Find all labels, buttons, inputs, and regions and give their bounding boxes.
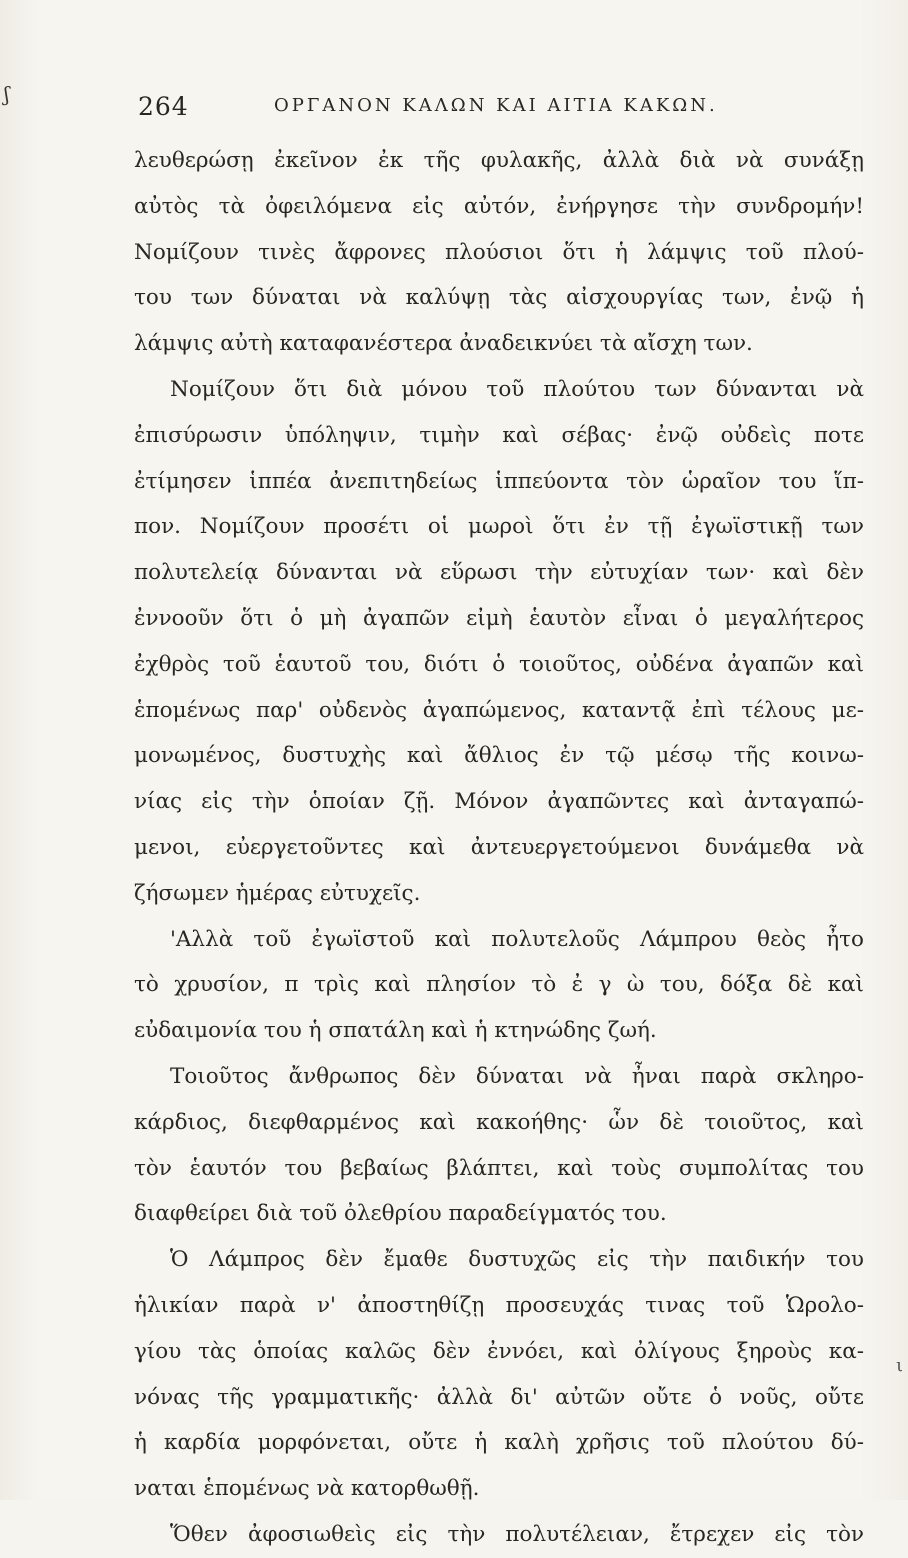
body-text [134, 138, 864, 1558]
text-line: λευθερώσῃ ἐκεῖνον ἐκ τῆς φυλακῆς, ἀλλὰ διὰ νὰ συνάξῃ [134, 148, 864, 173]
text-line: Νομίζουν ὅτι διὰ μόνου τοῦ πλούτου των δύνανται νὰ [170, 376, 864, 402]
text-line: ἐννοοῦν ὅτι ὁ μὴ ἀγαπῶν εἰμὴ ἑαυτὸν εἶναι ὁ μεγαλήτερος [134, 605, 864, 631]
text-line: πολυτελείᾳ δύνανται νὰ εὕρωσι τὴν εὐτυχίαν των· καὶ δὲν [134, 560, 864, 586]
text-line: τὸν ἑαυτόν του βεβαίως βλάπτει, καὶ τοὺς συμπολίτας του [134, 1155, 864, 1181]
text-line: ἑπομένως παρ' οὐδενὸς ἀγαπώμενος, καταντᾷ ἐπὶ τέλους με- [134, 697, 864, 723]
text-line: ναται ἑπομένως νὰ κατορθωθῇ. [134, 1476, 480, 1502]
running-title: ΟΡΓΑΝΟΝ ΚΑΛΩΝ ΚΑΙ ΑΙΤΙΑ ΚΑΚΩΝ. [274, 95, 718, 116]
text-line: κάρδιος, διεφθαρμένος καὶ κακοήθης· ὧν δὲ τοιοῦτος, καὶ [134, 1109, 864, 1135]
margin-mark-right: ι [896, 1355, 904, 1376]
text-line: 'Αλλὰ τοῦ ἐγωϊστοῦ καὶ πολυτελοῦς Λάμπρου θεὸς ἦτο [170, 926, 864, 952]
text-line: αὐτὸς τὰ ὀφειλόμενα εἰς αὐτόν, ἐνήργησε τὴν συνδρομήν! [134, 193, 864, 219]
page-number: 264 [138, 92, 189, 121]
text-line: μενοι, εὐεργετοῦντες καὶ ἀντευεργετούμενοι δυνάμεθα νὰ [134, 834, 864, 860]
text-line: εὐδαιμονία του ἡ σπατάλη καὶ ἡ κτηνώδης ζωή. [134, 1018, 657, 1044]
text-line: ζήσωμεν ἡμέρας εὐτυχεῖς. [134, 880, 421, 906]
text-line: Νομίζουν τινὲς ἄφρονες πλούσιοι ὅτι ἡ λάμψις τοῦ πλού- [134, 239, 864, 265]
text-line: ἡλικίαν παρὰ ν' ἀποστηθίζῃ προσευχάς τινας τοῦ Ὡρολο- [134, 1292, 864, 1318]
text-line: ἐπισύρωσιν ὑπόληψιν, τιμὴν καὶ σέβας· ἐνῷ οὐδεὶς ποτε [134, 422, 864, 448]
text-line: τὸ χρυσίον, π τρὶς καὶ πλησίον τὸ ἐ γ ὼ του, δόξα δὲ καὶ [134, 972, 864, 998]
margin-mark: ʃ [4, 82, 10, 106]
text-line: Τοιοῦτος ἄνθρωπος δὲν δύναται νὰ ἦναι παρὰ σκληρο- [170, 1063, 864, 1089]
text-line: μονωμένος, δυστυχὴς καὶ ἄθλιος ἐν τῷ μέσῳ τῆς κοινω- [134, 743, 864, 769]
text-line: γίου τὰς ὁποίας καλῶς δὲν ἐννόει, καὶ ὀλίγους ξηροὺς κα- [134, 1338, 864, 1364]
text-line: Ὅθεν ἀφοσιωθεὶς εἰς τὴν πολυτέλειαν, ἔτρεχεν εἰς τὸν [170, 1521, 864, 1547]
text-line: ἡ καρδία μορφόνεται, οὔτε ἡ καλὴ χρῆσις τοῦ πλούτου δύ- [134, 1430, 864, 1456]
text-line: νόνας τῆς γραμματικῆς· ἀλλὰ δι' αὐτῶν οὔτε ὁ νοῦς, οὔτε [134, 1384, 864, 1410]
text-line: ἐτίμησεν ἱππέα ἀνεπιτηδείως ἱππεύοντα τὸν ὡραῖον του ἵπ- [134, 468, 864, 494]
text-line: του των δύναται νὰ καλύψῃ τὰς αἰσχουργίας των, ἐνῷ ἡ [134, 285, 864, 311]
text-line: διαφθείρει διὰ τοῦ ὀλεθρίου παραδείγματός του. [134, 1201, 667, 1227]
text-line: Ὁ Λάμπρος δὲν ἔμαθε δυστυχῶς εἰς τὴν παιδικήν του [170, 1247, 864, 1273]
text-line: νίας εἰς τὴν ὁποίαν ζῇ. Μόνον ἀγαπῶντες καὶ ἀνταγαπώ- [134, 789, 864, 815]
text-line: λάμψις αὐτὴ καταφανέστερα ἀναδεικνύει τὰ αἴσχη των. [134, 331, 753, 357]
text-line: πον. Νομίζουν προσέτι οἱ μωροὶ ὅτι ἐν τῇ ἐγωϊστικῇ των [134, 514, 864, 540]
page-header [134, 92, 864, 126]
text-line: ἐχθρὸς τοῦ ἑαυτοῦ του, διότι ὁ τοιοῦτος, οὐδένα ἀγαπῶν καὶ [134, 651, 864, 677]
